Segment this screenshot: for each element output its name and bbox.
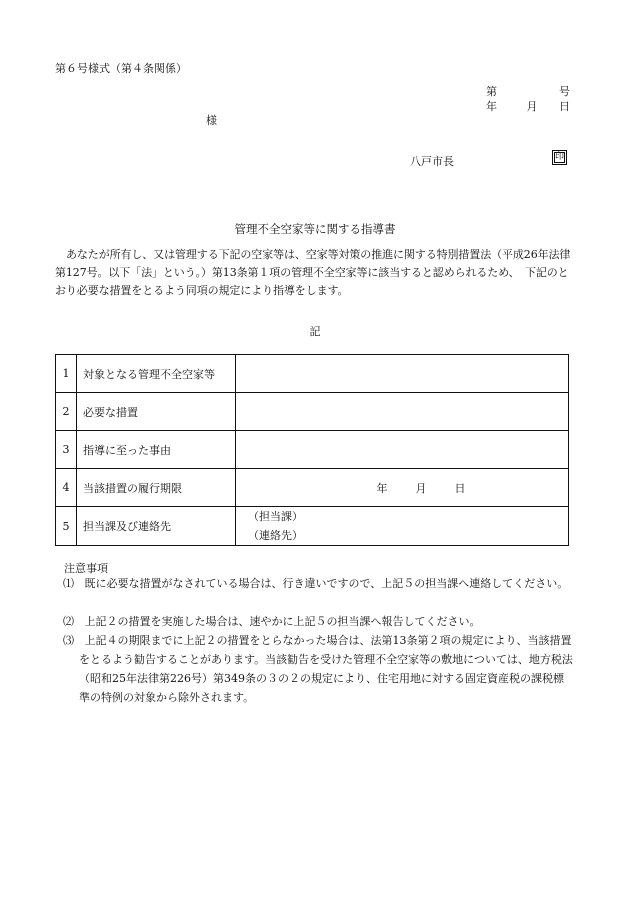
table-row	[56, 507, 569, 546]
row-number: 1	[56, 355, 77, 393]
row-value-cell	[236, 393, 569, 431]
row-value-cell	[236, 431, 569, 469]
deadline-cell	[236, 469, 569, 507]
row-label: 必要な措置	[77, 393, 236, 431]
issuer-name: 八戸市長	[410, 155, 454, 168]
number-prefix: 第	[486, 85, 497, 98]
row-label: 指導に至った事由	[77, 431, 236, 469]
note-marker: ⑶	[63, 634, 74, 647]
body-paragraph: あなたが所有し、又は管理する下記の空家等は、空家等対策の推進に関する特別措置法（平成26年法律第127号。以下「法」という。）第13条第１項の管理不全空家等に該当すると認められるため、 下記のとおり必要な措置をとるよう同項の規定により指導をします。	[55, 248, 571, 297]
note-text: 上記２の措置を実施した場合は、速やかに上記５の担当課へ報告してください。	[84, 615, 481, 628]
table-row	[56, 431, 569, 469]
table-row	[56, 469, 569, 507]
contact-label: （連絡先）	[248, 529, 303, 542]
note-item	[63, 612, 573, 631]
date-day: 日	[559, 100, 570, 113]
row-label: 担当課及び連絡先	[77, 507, 236, 546]
note-text: 既に必要な措置がなされている場合は、行き違いですので、上記５の担当課へ連絡してください。	[84, 577, 569, 590]
row-label: 当該措置の履行期限	[77, 469, 236, 507]
row-value-cell	[236, 355, 569, 393]
row-label: 対象となる管理不全空家等	[77, 355, 236, 393]
row-number: 2	[56, 393, 77, 431]
note-item	[63, 631, 573, 707]
date-year: 年	[486, 100, 497, 113]
guidance-table	[55, 354, 569, 546]
addressee-suffix: 様	[206, 114, 217, 127]
deadline-day: 日	[454, 481, 466, 495]
document-date-line	[486, 98, 570, 114]
note-item	[63, 574, 573, 593]
note-marker: ⑵	[63, 615, 74, 628]
deadline-year: 年	[376, 481, 388, 495]
note-marker: ⑴	[63, 577, 74, 590]
row-number: 5	[56, 507, 77, 546]
notes-title: 注意事項	[64, 562, 108, 575]
contact-cell	[236, 507, 569, 546]
deadline-month: 月	[415, 481, 427, 495]
document-title: 管理不全空家等に関する指導書	[234, 222, 396, 236]
form-number: 第６号様式（第４条関係）	[55, 62, 187, 75]
row-number: 3	[56, 431, 77, 469]
date-month: 月	[526, 100, 538, 113]
seal-stamp: 印	[552, 150, 567, 165]
table-row	[56, 355, 569, 393]
document-number-line	[486, 83, 570, 99]
ki-heading: 記	[309, 325, 321, 338]
department-label: （担当課）	[248, 510, 303, 523]
number-suffix: 号	[559, 85, 570, 98]
row-number: 4	[56, 469, 77, 507]
note-text: 上記４の期限までに上記２の措置をとらなかった場合は、法第13条第２項の規定により、当該措置をとるよう勧告することがあります。当該勧告を受けた管理不全空家等の敷地については、地方税法（昭和25年法律第226号）第349条の３の２の規定により、住宅用地に対する固定資産税の課税標準の特例の対象から除外されます。	[79, 634, 573, 704]
table-row	[56, 393, 569, 431]
